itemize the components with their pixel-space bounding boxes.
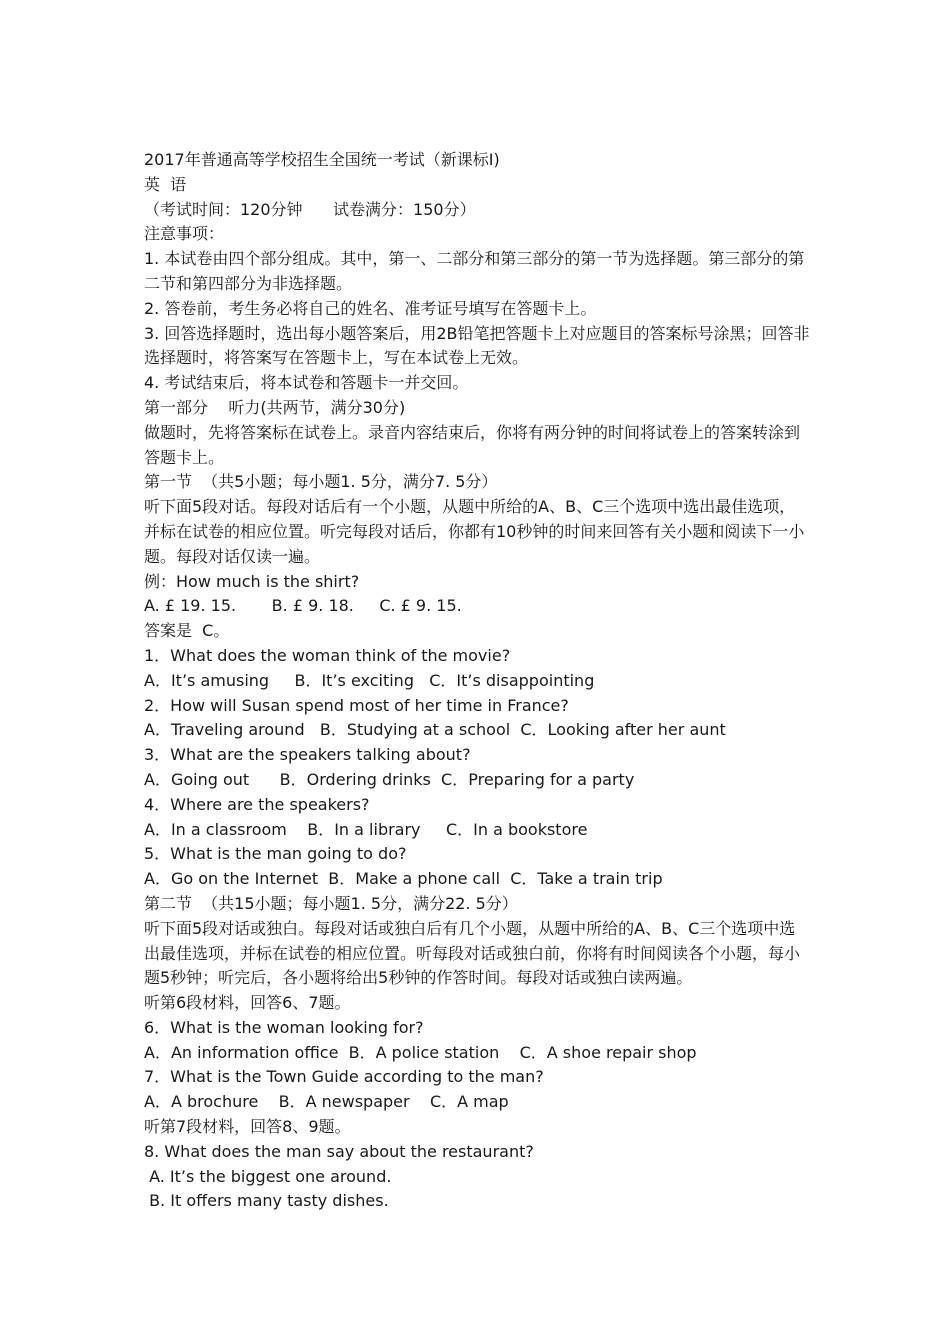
section2-heading: 第二节 （共15小题；每小题1. 5分，满分22. 5分） xyxy=(144,893,518,913)
question-5: 5．What is the man going to do? xyxy=(144,844,407,864)
question-4-options: A．In a classroom B．In a library C．In a bookstore xyxy=(144,819,588,839)
question-8-option-b: B. It offers many tasty dishes. xyxy=(144,1191,389,1211)
question-7-options: A．A brochure B．A newspaper C．A map xyxy=(144,1092,509,1112)
question-1: 1．What does the woman think of the movie? xyxy=(144,645,511,665)
notice-heading: 注意事项： xyxy=(144,224,225,244)
exam-title: 2017年普通高等学校招生全国统一考试（新课标Ⅰ) xyxy=(144,150,500,169)
question-3-options: A．Going out B．Ordering drinks C．Preparing for a party xyxy=(144,769,635,789)
notice-item: 3. 回答选择题时，选出每小题答案后，用2B铅笔把答题卡上对应题目的答案标号涂黑；回答非选择题时，将答案写在答题卡上，写在本试卷上无效。 xyxy=(144,323,810,368)
part1-heading: 第一部分 听力(共两节，满分30分) xyxy=(144,397,406,417)
section1-instruction: 听下面5段对话。每段对话后有一个小题，从题中所给的A、B、C三个选项中选出最佳选项，并标在试卷的相应位置。听完每段对话后，你都有10秒钟的时间来回答有关小题和阅读下一小题。每段对话仅读一遍。 xyxy=(144,497,805,566)
material7-heading: 听第7段材料，回答8、9题。 xyxy=(144,1117,351,1137)
section1-heading: 第一节 （共5小题；每小题1. 5分，满分7. 5分） xyxy=(144,472,498,492)
question-2: 2．How will Susan spend most of her time in France? xyxy=(144,695,569,715)
part1-instruction: 做题时，先将答案标在试卷上。录音内容结束后，你将有两分钟的时间将试卷上的答案转涂到答题卡上。 xyxy=(144,422,801,467)
exam-info: （考试时间：120分钟 试卷满分：150分） xyxy=(144,199,476,219)
exam-page xyxy=(144,148,810,1214)
question-8: 8. What does the man say about the restaurant? xyxy=(144,1141,534,1161)
notice-item: 4. 考试结束后，将本试卷和答题卡一并交回。 xyxy=(144,373,469,393)
question-4: 4．Where are the speakers? xyxy=(144,794,370,814)
notice-item: 1. 本试卷由四个部分组成。其中，第一、二部分和第三部分的第一节为选择题。第三部分的第二节和第四部分为非选择题。 xyxy=(144,249,805,293)
question-7: 7．What is the Town Guide according to the man? xyxy=(144,1067,544,1087)
question-3: 3．What are the speakers talking about? xyxy=(144,745,471,765)
question-8-option-a: A. It’s the biggest one around. xyxy=(144,1166,392,1186)
material6-heading: 听第6段材料，回答6、7题。 xyxy=(144,993,351,1013)
example-answer: 答案是 C。 xyxy=(144,621,230,641)
question-6: 6．What is the woman looking for? xyxy=(144,1017,424,1037)
notice-item: 2. 答卷前，考生务必将自己的姓名、准考证号填写在答题卡上。 xyxy=(144,298,597,318)
section2-instruction: 听下面5段对话或独白。每段对话或独白后有几个小题，从题中所给的A、B、C三个选项中选出最佳选项，并标在试卷的相应位置。听每段对话或独白前，你将有时间阅读各个小题，每小题5秒钟；听完后，各小题将给出5秒钟的作答时间。每段对话或独白读两遍。 xyxy=(144,918,801,988)
example-question: 例：How much is the shirt? xyxy=(144,571,360,591)
question-2-options: A．Traveling around B．Studying at a school C．Looking after her aunt xyxy=(144,720,726,740)
example-options: A. £ 19. 15. B. £ 9. 18. C. £ 9. 15. xyxy=(144,596,462,616)
question-5-options: A．Go on the Internet B．Make a phone call C．Take a train trip xyxy=(144,869,663,889)
question-1-options: A．It’s amusing B．It’s exciting C．It’s disappointing xyxy=(144,670,595,690)
question-6-options: A．An information office B．A police station C．A shoe repair shop xyxy=(144,1042,697,1062)
subject-title: 英 语 xyxy=(144,174,187,194)
